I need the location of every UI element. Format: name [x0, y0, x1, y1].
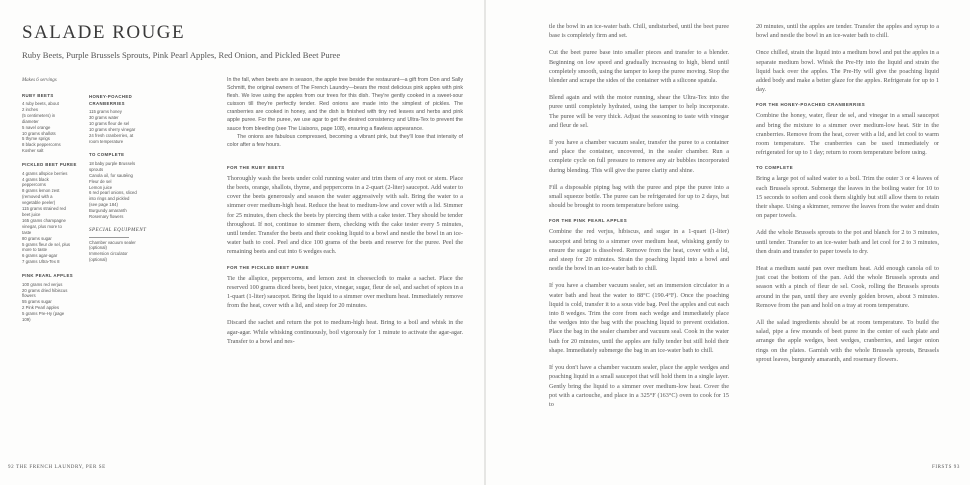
method-paragraph: All the salad ingredients should be at room temperature. To build the salad, pipe a few mounds of beet puree in the center of each plate and arrange the apple wedges, beet wedges, cranberries, and larger onion rings on the plates. Garnish with the whole Brussels sprouts, Brussels sprout leaves, burgundy amaranth, and rosemary flowers. [756, 319, 939, 363]
ingredient-item: 7 grams Ultra-Tex 8 [22, 259, 60, 265]
page-folio-left: 92 THE FRENCH LAUNDRY, PER SE [8, 465, 106, 470]
ingredient-group [22, 162, 84, 265]
ingredient-item: room temperature [89, 138, 124, 144]
method-paragraph: Once chilled, strain the liquid into a medium bowl and put the apples in a separate medium bowl. Whisk the Pre-Hy into the liquid and strain the liquid back over the apples. The Pre-Hy will give the poaching liquid added body and make a better glaze for the apples. Refrigerate for up to 1 day. [756, 49, 939, 94]
method-paragraph: Combine the red verjus, hibiscus, and sugar in a 1-quart (1-liter) saucepot and bring to a simmer over medium heat, whisking gently to ensure the sugar is dissolved. Remove from the heat, cover with a lid, and steep for 20 minutes. Strain the poaching liquid into a bowl and nestle the bowl in an ice-water bath to chill. [549, 228, 729, 273]
ingredient-item: 80 grams sugar [22, 235, 52, 241]
section-heading: TO COMPLETE [756, 165, 794, 171]
equipment-item: (optional) [89, 257, 107, 263]
ingredient-item: 10 grams fleur de sel [89, 120, 130, 126]
ingredient-item: 5 thyme sprigs [22, 136, 50, 142]
ingredient-group [22, 273, 84, 323]
section-heading: FOR THE HONEY-POACHED CRANBERRIES [756, 102, 866, 108]
ingredient-list [89, 109, 151, 144]
method-paragraph: Combine the honey, water, fleur de sel, and vinegar in a small saucepot and bring the mixture to a simmer over medium-low heat. Stir in the cranberries. Remove from the heat, cover with a lid, and let cool to warm room temperature. The cranberries can be used immediately or refrigerated for up to 1 day; return to room temperature before using. [756, 112, 939, 157]
ingredient-item: 8 black peppercorns [22, 142, 61, 148]
ingredient-item: 5 grams Pre-Hy (page [22, 311, 65, 317]
ingredient-item: 30 grams water [89, 114, 119, 120]
ingredient-group-heading: TO COMPLETE [89, 152, 125, 158]
ingredient-item: Lemon juice [89, 184, 113, 190]
ingredient-item: 2 Pink Pearl apples [22, 305, 60, 311]
ingredient-group [22, 93, 84, 155]
method-paragraph: If you have a chamber vacuum sealer, set an immersion circulator in a water bath and heat the water to 88°C (190.4°F). Once the poaching liquid is cold, transfer it to a sous vide bag. Peel the apples and cut each into 8 wedges. Trim the core from each wedge and immediately place the wedges into the bag with the poaching liquid to prevent oxidation. Place the bag in the sealer chamber and vacuum seal. Cook in the water bath for 20 minutes, until the apples are fully tender but still hold their shape. Immediately submerge the bag in an ice-water bath to chill. [549, 282, 729, 354]
equipment-item: Immersion circulator [89, 251, 128, 257]
right-page [486, 0, 970, 485]
ingredient-item: 4 ruby beets, about [22, 101, 59, 106]
ingredient-item: (see page 184) [89, 202, 118, 208]
method-paragraph: Blend again and with the motor running, shear the Ultra-Tex into the puree until completely hydrated, using the tamper to help incorporate. The puree will be very thick. Adjust the seasoning to taste with vinegar and fleur de sel. [549, 94, 729, 129]
divider [89, 237, 129, 238]
special-equipment-heading: SPECIAL EQUIPMENT [89, 228, 147, 233]
ingredient-list [89, 161, 151, 220]
equipment-item: (optional) [89, 245, 107, 251]
ingredient-item: 6 grams agar-agar [22, 253, 58, 259]
ingredient-list [22, 101, 84, 154]
ingredient-item: Kosher salt [22, 148, 44, 154]
left-page [0, 0, 484, 485]
recipe-title: SALADE ROUGE [22, 22, 186, 43]
method-paragraph: Discard the sachet and return the pot to medium-high heat. Bring to a boil and whisk in the agar-agar. While whisking continuously, boil vigorously for 1 minute to activate the agar-agar. Transfer to a bowl and nes- [227, 319, 463, 345]
method-paragraph: Thoroughly wash the beets under cold running water and trim them of any root or stem. Place the beets, orange, shallots, thyme, and peppercorns in a 2-quart (2-liter) saucepot. Add water to cover the beets generously and season the water aggressively with salt. Bring the water to a simmer over medium-high heat. Reduce the heat to medium-low and cover with a lid. Simmer for 25 minutes, then check the beets by piercing them with a cake tester. They should be tender throughout. If not, continue to simmer them, checking with the cake tester every 5 minutes, until tender. Transfer the beets and their cooking liquid to a bowl and nestle the bowl in an ice-water bath to cool. Peel and dice 100 grams of the beets and reserve for the puree. Peel the remaining beets and cut into 6 wedges each. [227, 174, 463, 256]
ingredient-group-heading: PINK PEARL APPLES [22, 273, 73, 279]
method-paragraph: Bring a large pot of salted water to a boil. Trim the outer 3 or 4 leaves of each Brussels sprout. Submerge the leaves in the boiling water for 10 to 15 seconds to soften and cook them slightly but still allow them to retain their shape. Using a skimmer, remove the leaves from the water and drain on paper towels. [756, 175, 939, 220]
ingredient-item: (removed with a [22, 194, 53, 200]
ingredient-item: diameter [22, 118, 39, 124]
recipe-subtitle: Ruby Beets, Purple Brussels Sprouts, Pink Pearl Apples, Red Onion, and Pickled Beet Puree [22, 50, 341, 60]
ingredient-item: 18 baby purple Brussels [89, 160, 136, 166]
ingredient-item: 165 grams champagne [22, 217, 66, 223]
ingredient-item: Burgundy amaranth [89, 208, 127, 214]
ingredient-group [89, 152, 151, 220]
ingredient-item: 20 grams dried hibiscus [22, 287, 68, 293]
ingredient-item: 4 grams allspice berries [22, 170, 68, 176]
ingredient-item: flowers [22, 293, 36, 299]
page-folio-right: FIRSTS 93 [931, 465, 960, 470]
method-paragraph: tle the bowl in an ice-water bath. Chill, undisturbed, until the beet puree base is completely firm and set. [549, 23, 729, 40]
ingredient-item: 109) [22, 317, 31, 323]
ingredient-item: beet juice [22, 212, 41, 217]
ingredient-group [89, 94, 151, 144]
ingredient-item: peppercorns [22, 182, 46, 188]
method-paragraph: Cut the beet puree base into smaller pieces and transfer to a blender. Beginning on low speed and gradually increasing to high, blend until completely smooth, using the tamper to keep the puree moving. Stop the blender and scrape the sides of the container with a silicone spatula. [549, 49, 729, 85]
ingredient-item: 2 inches [22, 106, 39, 112]
ingredient-item: 6 red pearl onions, sliced [89, 190, 137, 196]
ingredient-item: 5 grams fleur de sel, plus [22, 241, 71, 247]
ingredient-item: (5 centimeters) in [22, 112, 56, 118]
ingredient-item: 24 fresh cranberries, at [89, 132, 134, 138]
method-paragraph: Tie the allspice, peppercorns, and lemon zest in cheesecloth to make a sachet. Place the reserved 100 grams diced beets, beet juice, vinegar, sugar, fleur de sel, and sachet of spices in a 1-quart (1-liter) saucepot. Bring the liquid to a simmer over medium heat. Immediately remove from the heat, cover with a lid, and steep for 20 minutes. [227, 274, 463, 310]
special-equipment [89, 228, 151, 263]
method-sections [227, 165, 463, 346]
section-heading: FOR THE RUBY BEETS [227, 164, 285, 170]
yield-text: Makes 6 servings [22, 78, 57, 83]
section-heading: FOR THE PICKLED BEET PUREE [227, 264, 310, 270]
ingredient-item: 5 navel orange [22, 124, 51, 130]
ingredients-column-2 [89, 94, 151, 271]
method-paragraph: Add the whole Brussels sprouts to the pot and blanch for 2 to 3 minutes, until tender. Transfer to an ice-water bath and let cool for 2 to 3 minutes, then drain and transfer to paper towels to dry. [756, 229, 939, 255]
ingredient-item: vegetable peeler) [22, 200, 56, 206]
ingredient-list [22, 171, 84, 266]
ingredient-item: Canola oil, for sautéing [89, 172, 133, 178]
ingredient-item: 10 grams sherry vinegar [89, 126, 136, 132]
ingredient-item: 8 grams lemon zest [22, 188, 60, 194]
ingredient-item: sprouts [89, 166, 104, 172]
intro-paragraph: In the fall, when beets are in season, the apple tree beside the restaurant—a gift from Don and Sally Schmitt, the original owners of The French Laundry—bears the most delicious pink apples with pink flesh. We love using the apples from our trees for this dish. They're gently cooked in a sweet-sour cuisson till they're perfectly tender. Red onions are made into the simplest of pickles. The cranberries are cooked in honey, and the dish is finished with tiny red leaves and herbs and pink apple puree. For the puree, we use agar to get the desired consistency and Ultra-Tex to prevent the sauce from bleeding (see The Liaisons, page 108), ensuring a flawless appearance. [227, 77, 463, 132]
ingredients-column-1 [22, 78, 84, 331]
ingredient-group-heading: RUBY BEETS [22, 92, 54, 98]
ingredient-item: 55 grams sugar [22, 299, 52, 305]
ingredient-item: taste [22, 229, 32, 235]
equipment-item: Chamber vacuum sealer [89, 239, 136, 245]
ingredient-group-heading: HONEY-POACHED CRANBERRIES [89, 94, 133, 106]
method-paragraph: 20 minutes, until the apples are tender. Transfer the apples and syrup to a bowl and nestle the bowl in an ice-water bath to chill. [756, 23, 939, 40]
ingredient-item: vinegar, plus more to [22, 223, 62, 229]
ingredient-item: 4 grams black [22, 176, 49, 182]
method-paragraph: Fill a disposable piping bag with the puree and pipe the puree into a small squeeze bottle. The puree can be refrigerated for up to 2 days, but should be brought to room temperature before using. [549, 183, 729, 210]
right-column-1 [549, 22, 729, 417]
ingredient-item: 115 grams honey [89, 109, 122, 114]
right-column-2 [756, 22, 939, 372]
ingredient-list [22, 282, 84, 323]
ingredient-item: Fleur de sel [89, 178, 112, 184]
ingredient-item: Rosemary flowers [89, 214, 124, 220]
intro [227, 76, 463, 149]
left-text-column [227, 76, 463, 354]
ingredient-group-heading: PICKLED BEET PUREE [22, 162, 77, 168]
ingredient-item: 100 grams red verjus [22, 281, 63, 287]
ingredient-item: 115 grams strained red [22, 206, 66, 212]
ingredient-item: into rings and pickled [89, 196, 130, 202]
method-paragraph: Heat a medium sauté pan over medium heat. Add enough canola oil to just coat the bottom of the pan. Add the whole Brussels sprouts and season with a pinch of fleur de sel. Cook, rolling the Brussels sprouts around in the pan, until they are evenly golden brown, about 3 minutes. Remove from the pan and hold on a tray at room temperature. [756, 265, 939, 309]
section-heading: FOR THE PINK PEARL APPLES [549, 218, 628, 224]
method-paragraph: If you don't have a chamber vacuum sealer, place the apple wedges and poaching liquid in a small saucepot that will hold them in a single layer. Gently bring the liquid to a simmer over medium-low heat. Cover the pot with a cartouche, and place in a 325°F (163°C) oven to cook for 15 to [549, 364, 729, 408]
ingredient-item: more to taste [22, 247, 48, 253]
ingredient-item: 10 grams shallots [22, 130, 56, 136]
intro-paragraph: The onions are fabulous compressed, becoming a vibrant pink, but they'll lose that intensity of color after a few hours. [227, 133, 463, 148]
method-paragraph: If you have a chamber vacuum sealer, transfer the puree to a container and place the container, uncovered, in the sealer chamber. Run a complete cycle on full pressure to remove any air bubbles incorporated during blending. This will give the puree clarity and shine. [549, 139, 729, 174]
